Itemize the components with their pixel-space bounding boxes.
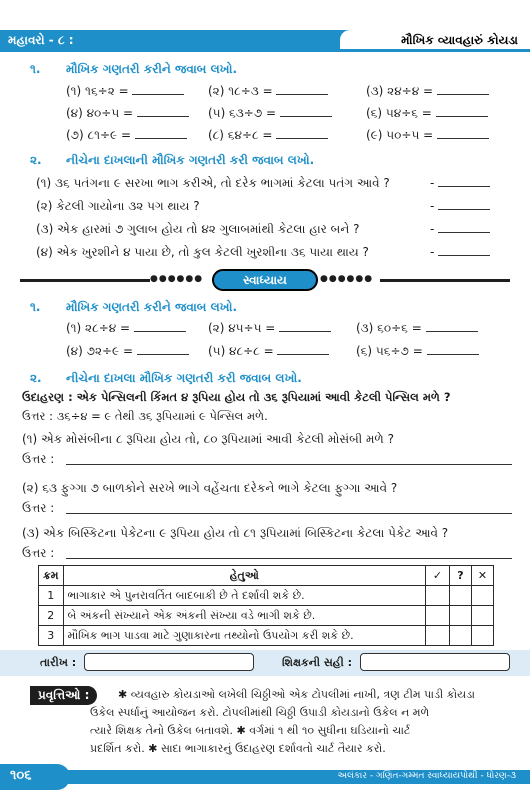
answer-label: ઉત્તર :: [22, 452, 55, 466]
sec2-title: નીચેના દાખલાની મૌખિક ગણતરી કરી જવાબ લખો.: [66, 153, 315, 167]
sec1-item: (૨) ૧૮÷૩ =: [208, 84, 328, 99]
sec1-item: (૬) ૫૪÷૬ =: [366, 106, 488, 121]
word-problem: (૨) ૬૩ ફુગ્ગા ૭ બાળકોને સરખે ભાગે વહેંચતા દરેકને ભાગે કેટલા ફુગ્ગા આવે ?: [22, 481, 398, 495]
table-row: 2 બે અંકની સંખ્યાને એક અંકની સંખ્યા વડે ભાગી શકે છે.: [39, 606, 494, 626]
word-problem: (૩) એક બિસ્કિટના પેકેટના ૯ રૂપિયા હોય તો ૮૧ રૂપિયામાં બિસ્કિટના કેટલા પેકેટ આવે ?: [22, 526, 449, 540]
sec1-item: (૧) ૧૬÷૨ =: [66, 84, 184, 99]
table-header: ✕: [472, 566, 494, 586]
answer-line: [66, 558, 512, 559]
question-cell[interactable]: [450, 626, 472, 646]
answer-line: [66, 513, 512, 514]
question-cell[interactable]: [450, 606, 472, 626]
table-header: ?: [450, 566, 472, 586]
table-row: 3 મૌખિક ભાગ પાડવા માટે ગુણાકારના તથ્યોનો ઉપયોગ કરી શકે છે.: [39, 626, 494, 646]
check-cell[interactable]: [426, 586, 450, 606]
page-number: ૧૦૬: [0, 764, 70, 790]
sign-field[interactable]: [360, 653, 510, 671]
sec1-item: (૮) ૬૪÷૮ =: [208, 128, 328, 143]
cross-cell[interactable]: [472, 606, 494, 626]
sec3-item: (૩) ૬૦÷૬ =: [356, 321, 478, 336]
divider-right: [380, 279, 510, 282]
activity-line: ઉકેલ સ્પર્ધાનું આયોજન કરો. ટોપલીમાંથી ચિઠ્ઠી ઉપાડી કોયડાનો ઉકેલ ન મળે: [90, 706, 430, 719]
divider-dots-left: ●●●●●●: [150, 274, 204, 284]
activity-line: પ્રદર્શિત કરો. ✱ સાદા ભાગાકારનું ઉદાહરણ દર્શાવતો ચાર્ટ તૈયાર કરો.: [90, 742, 386, 755]
answer-label: ઉત્તર :: [22, 546, 55, 560]
activities-tag: પ્રવૃત્તિઓ :: [30, 686, 97, 705]
sec2-answer: -: [430, 222, 490, 236]
sec1-item: (૪) ૪૦÷૫ =: [66, 106, 189, 121]
sec2-answer: -: [430, 176, 490, 190]
cross-cell[interactable]: [472, 626, 494, 646]
cross-cell[interactable]: [472, 586, 494, 606]
sec1-title: મૌખિક ગણતરી કરીને જવાબ લખો.: [66, 62, 238, 76]
date-label: તારીખ :: [40, 656, 77, 669]
activity-line: ત્યારે શિક્ષક તેનો ઉકેલ બતાવશે. ✱ વર્ગમાં ૧ થી ૧૦ સુધીના ઘડિયાનો ચાર્ટ: [90, 724, 411, 737]
question-cell[interactable]: [450, 586, 472, 606]
divider-left: [20, 279, 150, 282]
criteria-table: [38, 565, 494, 646]
sec1-item: (૭) ૮૧÷૯ =: [66, 128, 187, 143]
check-cell[interactable]: [426, 606, 450, 626]
example-answer: ઉત્તર : ૩૬÷૪ = ૯ તેથી ૩૬ રૂપિયામાં ૯ પેન્સિલ મળે.: [22, 409, 268, 423]
sec3-item: (૧) ૨૮÷૪ =: [66, 321, 186, 336]
check-cell[interactable]: [426, 626, 450, 646]
table-header: હેતુઓ: [63, 566, 425, 586]
sec1-item: (૩) ૨૪÷૪ =: [366, 84, 489, 99]
sec2-question: (૨) કેટલી ગાયોના ૩૨ પગ થાય ?: [36, 199, 200, 213]
chapter-title: મૌખિક વ્યાવહારું કોયડા: [401, 33, 518, 47]
table-header: ✓: [426, 566, 450, 586]
sec2-question: (૩) એક હારમાં ૭ ગુલાબ હોય તો ૪૨ ગુલાબમાંથી કેટલા હાર બને ?: [36, 222, 360, 236]
example-question: ઉદાહરણ : એક પેન્સિલની કિંમત ૪ રૂપિયા હોય તો ૩૬ રૂપિયામાં આવી કેટલી પેન્સિલ મળે ?: [22, 390, 451, 404]
sec1-number: ૧.: [30, 62, 41, 76]
sec4-number: ૨.: [30, 371, 42, 385]
sec3-number: ૧.: [30, 300, 41, 314]
sign-label: શિક્ષકની સહી :: [282, 656, 352, 669]
sec1-item: (૫) ૬૩÷૭ =: [208, 106, 332, 121]
divider-dots-right: ●●●●●●: [320, 274, 374, 284]
book-title: અલંકાર - ગણિત-ગમ્મત સ્વાધ્યાયપોથી - ધોરણ-૩: [337, 771, 516, 781]
sec3-title: મૌખિક ગણતરી કરીને જવાબ લખો.: [66, 300, 238, 314]
activity-line: ✱ વ્યવહારુ કોયડાઓ લખેલી ચિઠ્ઠીઓ એક ટોપલીમાં નાખી, ત્રણ ટીમ પાડી કોયડા: [118, 688, 475, 701]
sec2-answer: -: [430, 245, 490, 259]
sec2-answer: -: [430, 199, 490, 213]
sec2-question: (૧) ૩૬ પતંગના ૯ સરખા ભાગ કરીએ, તો દરેક ભાગમાં કેટલા પતંગ આવે ?: [36, 176, 390, 190]
answer-line: [66, 464, 512, 465]
table-header: ક્રમ: [39, 566, 64, 586]
sec3-item: (૬) ૫૬÷૭ =: [356, 344, 479, 359]
sec4-title: નીચેના દાખલા મૌખિક ગણતરી કરી જવાબ લખો.: [66, 371, 302, 385]
sec2-number: ૨.: [30, 153, 42, 167]
sec1-item: (૯) ૫૦÷૫ =: [366, 128, 489, 143]
answer-label: ઉત્તર :: [22, 501, 55, 515]
sec3-item: (૨) ૪૫÷૫ =: [208, 321, 331, 336]
sec3-item: (૪) ૭૨÷૯ =: [66, 344, 189, 359]
word-problem: (૧) એક મોસંબીના ૮ રૂપિયા હોય તો, ૮૦ રૂપિયામાં આવી કેટલી મોસંબી મળે ?: [22, 432, 394, 446]
exercise-label: મહાવરો - ૮ :: [8, 33, 74, 47]
date-field[interactable]: [84, 653, 254, 671]
swadhyay-badge: સ્વાધ્યાય: [212, 269, 318, 291]
table-row: 1 ભાગાકાર એ પુનરાવર્તિત બાદબાકી છે તે દર્શાવી શકે છે.: [39, 586, 494, 606]
sec2-question: (૪) એક ખુરશીને ૪ પાયા છે, તો કુલ કેટલી ખુરશીના ૩૬ પાયા થાય ?: [36, 245, 369, 259]
sec3-item: (૫) ૪૮÷૮ =: [208, 344, 329, 359]
